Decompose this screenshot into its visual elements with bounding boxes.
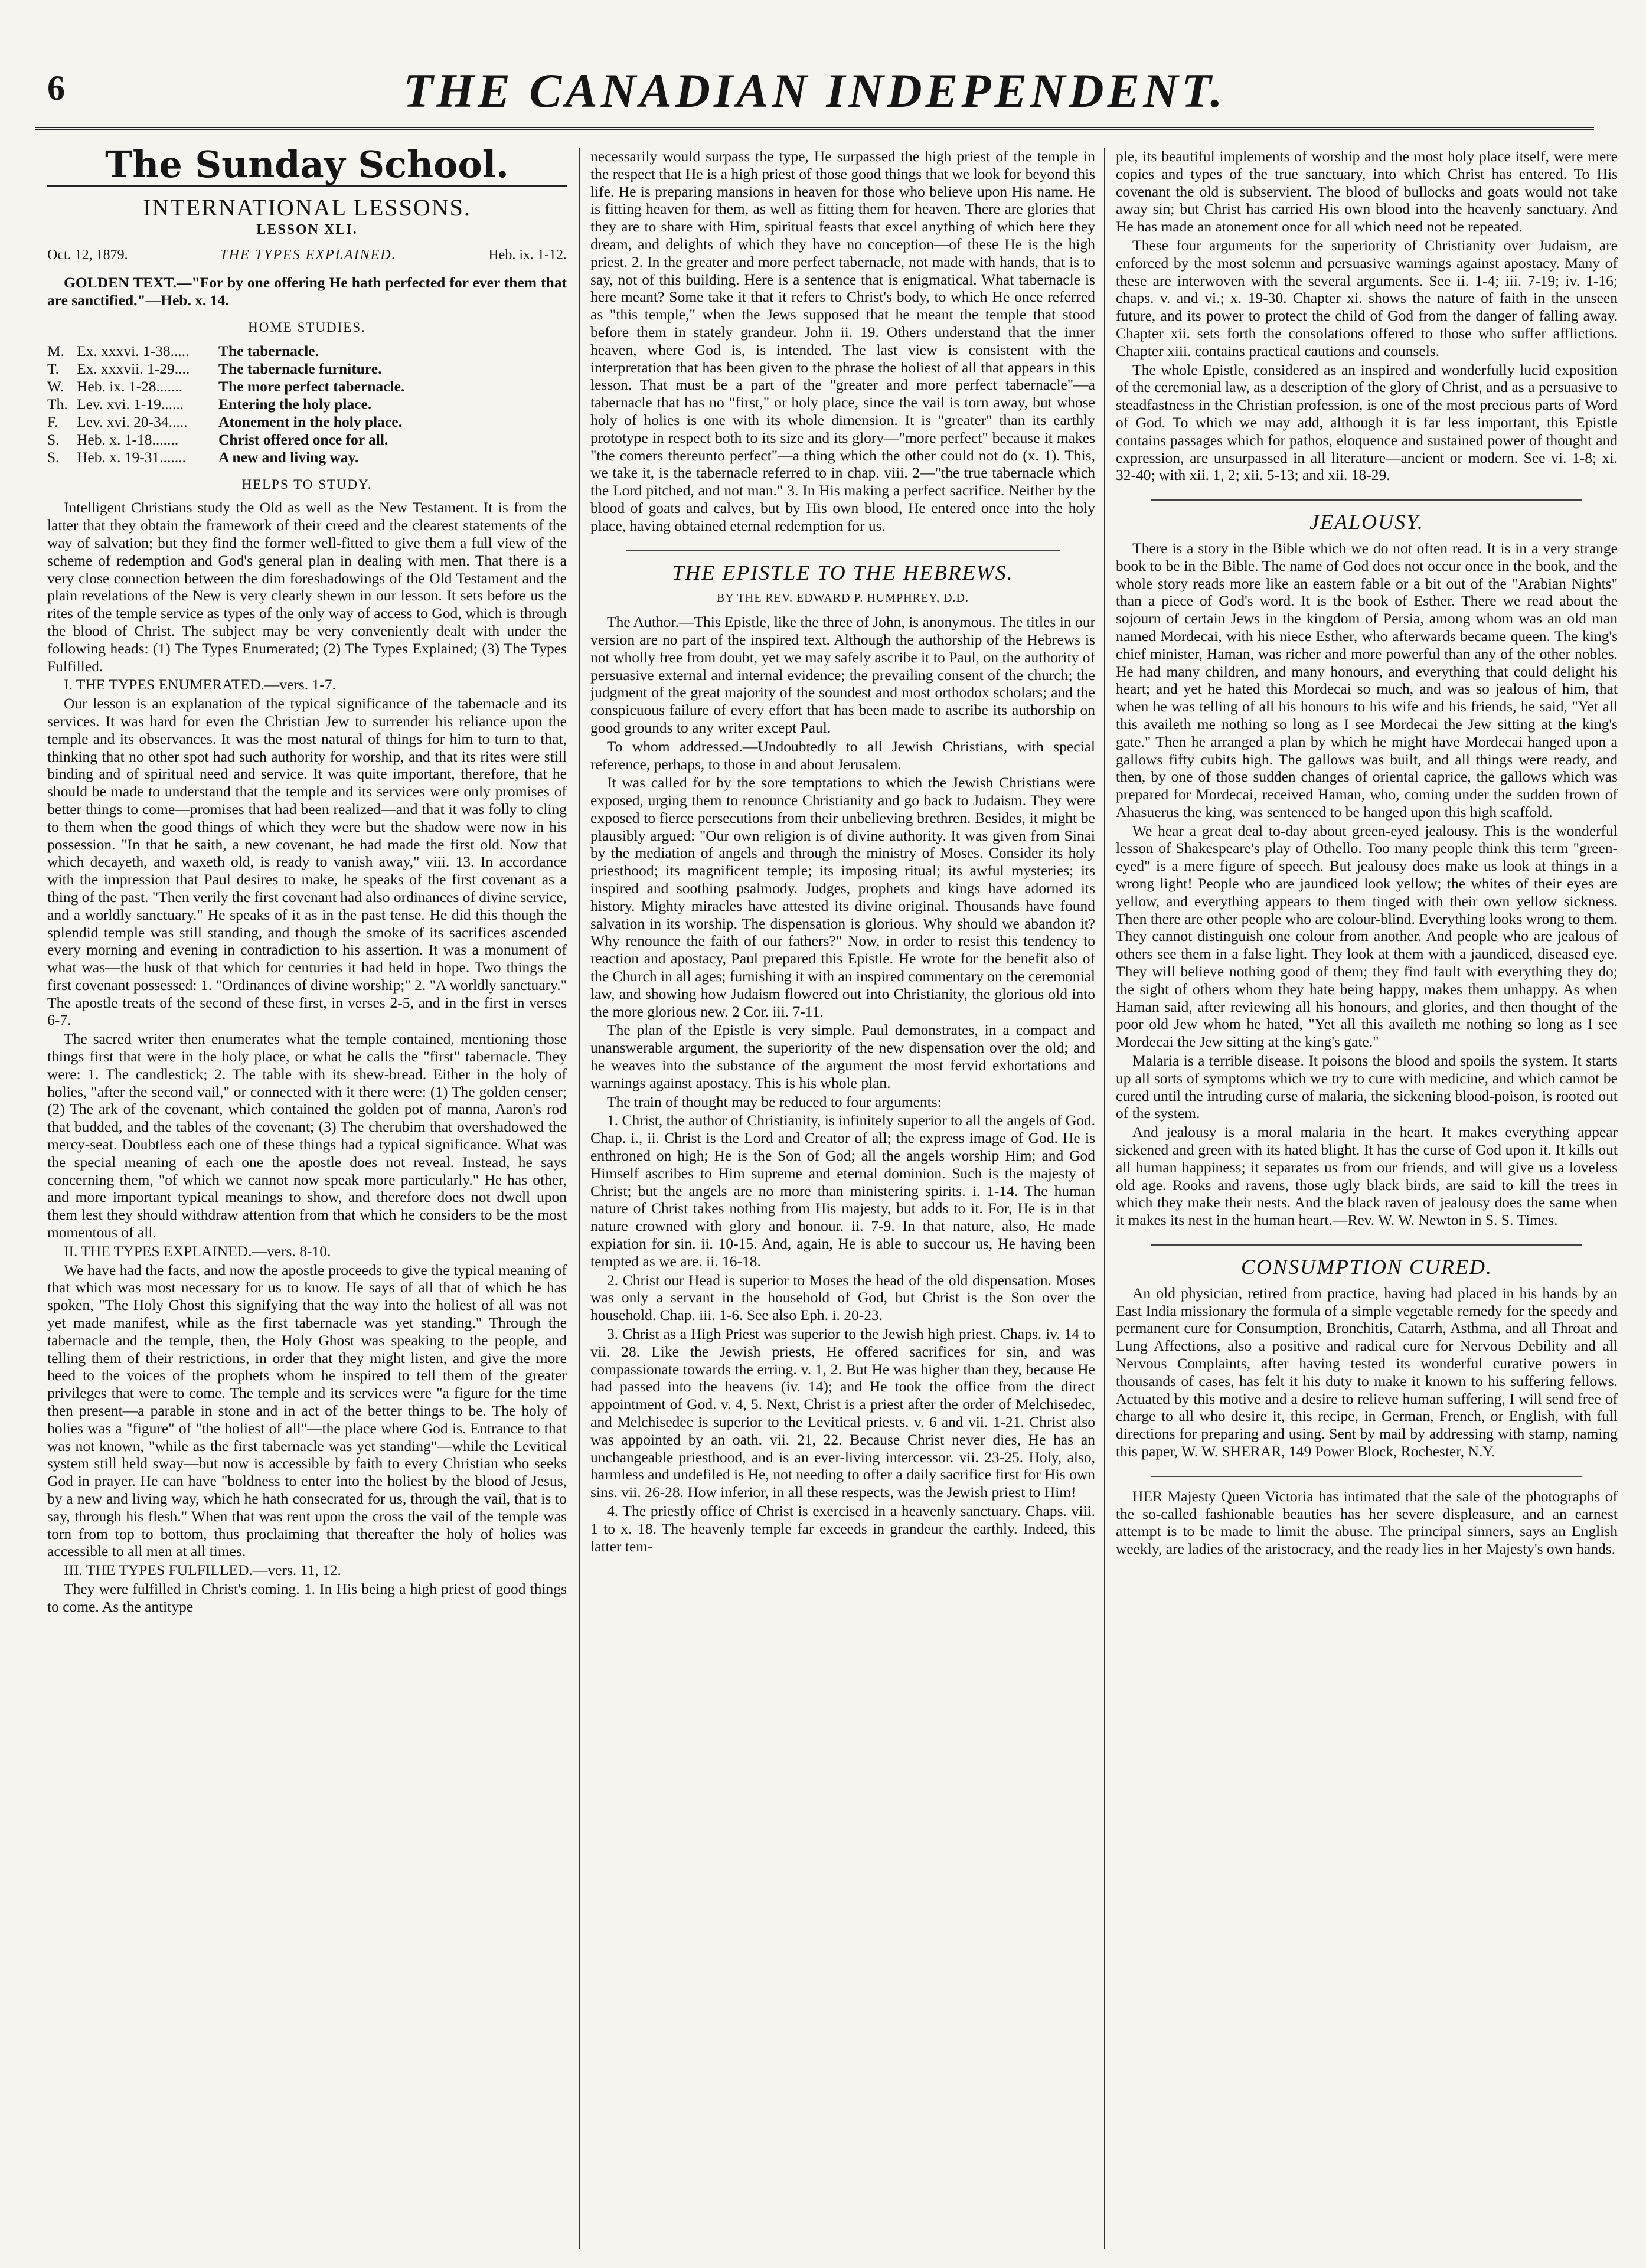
divider xyxy=(1151,1244,1582,1246)
page-number: 6 xyxy=(47,68,65,107)
lesson-title: THE TYPES EXPLAINED. xyxy=(220,247,397,263)
study-row: M. Ex. xxxvi. 1-38..... The tabernacle. xyxy=(47,342,319,360)
divider xyxy=(1151,499,1582,501)
column-rule xyxy=(579,148,580,2249)
paragraph: 4. The priestly office of Christ is exercised in a heavenly sanctuary. Chaps. viii. 1 to x. 18. The heavenly temple far exceeds in grandeur the earthly. Indeed, this latter tem- xyxy=(590,1502,1095,1555)
divider xyxy=(626,550,1060,551)
article-title: THE EPISTLE TO THE HEBREWS. xyxy=(672,560,1014,584)
paragraph: These four arguments for the superiority of Christianity over Judaism, are enforced by the most solemn and persuasive warnings against apostacy. Many of these are interwoven with the several arguments. See ii. 1-4; iii. 7-19; iv. 1-16; chaps. v. and vi.; x. 19-30. Chapter xi. shows the nature of faith in the unseen future, and its power to protect the child of God from the danger of falling away. Chapter xii. sets forth the consolations offered to those who suffer afflictions. Chapter xiii. contains practical cautions and counsels. xyxy=(1116,236,1618,360)
paragraph: 1. Christ, the author of Christianity, is infinitely superior to all the angels of God. Chap. i., ii. Christ is the Lord and Creator of all; the express image of God. He is enthroned on high; He is the Son of God; all the angels worship Him; and God Himself ascribes to Him supreme and eternal dominion. Such is the majesty of Christ; but the angels are no more than ministering spirits. i. 1-14. The human nature of Christ takes nothing from His majesty, but adds to it. For, He is in that nature crowned with glory and honour. ii. 7-9. In that nature, also, He made expiation for sin. ii. 10-15. And, again, He is able to succour us, He having been tempted as we are. ii. 16-18. xyxy=(590,1112,1095,1270)
paragraph: necessarily would surpass the type, He surpassed the high priest of the temple in the respect that He is a high priest of those good things that we look for beyond this life. He is preparing mansions in heaven for those who believe upon His name. He is fitting heaven for them, as well as fitting them for heaven. There are glories that they are to share with Him, spiritual feasts that excel anything of which here they dream, and delights of which they have no conception—of these He is the high priest. 2. In the greater and more perfect tabernacle, not made with hands, that is to say, not of this building. Here is a sentence that is enigmatical. What tabernacle is here meant? Some take it that it refers to Christ's body, to which He once referred as "this temple," when the Jews supposed that he meant the temple that stood before them in stately grandeur. John ii. 19. Others understand that the inner heaven, where God is, is intended. The last view is consistent with the interpretation that has been given to the phrase the holiest of all that appears in this lesson. That must be a part of the "greater and more perfect tabernacle"—a tabernacle that has no "first," or holy place, since the vail is torn away, but whose holy of holies is one with its whole dimension. It is "greater" than its earthly prototype in respect both to its size and its glory—"more perfect" because it makes "the comers thereunto perfect"—a thing which the other could not do (x. 1). This, we take it, is the tabernacle referred to in chap. viii. 2—"the true tabernacle which the Lord pitched, and not man." 3. In His making a perfect sacrifice. Neither by the blood of goats and calves, but by His own blood, He entered once into the holy place, having obtained eternal redemption for us. xyxy=(590,148,1095,534)
paragraph: Malaria is a terrible disease. It poisons the blood and spoils the system. It starts up all sorts of symptoms which we try to cure with medicine, and which cannot be cured until the intruding curse of malaria, the sickening blood-poison, is rooted out of the system. xyxy=(1116,1052,1618,1122)
golden-text: GOLDEN TEXT.—"For by one offering He hath perfected for ever them that are sanctified."—Heb. x. 14. xyxy=(47,274,567,309)
paragraph: 3. Christ as a High Priest was superior to the Jewish high priest. Chaps. iv. 14 to vii. 28. Like the Jewish priests, He offered sacrifices for sin, and was compassionate towards the erring. v. 1, 2. But He was higher than they, because He had passed into the heavens (iv. 14); and He took the office from the direct appointment of God. v. 4, 5. Next, Christ is a priest after the order of Melchisedec, and Melchisedec is superior to the Levitical priests. v. 6 and vii. 1-21. Christ also was appointed by an oath. vii. 21, 22. Because Christ never dies, He has an unchangeable priesthood, and is an ever-living intercessor. vii. 23-25. Holy, also, harmless and undefiled is He, not needing to offer a daily sacrifice first for His own sins. vii. 26-28. How inferior, in all these respects, was the Jewish priest to Him! xyxy=(590,1325,1095,1501)
paragraph: The Author.—This Epistle, like the three of John, is anonymous. The titles in our version are no part of the inspired text. Although the authorship of the Hebrews is not wholly free from doubt, yet we may safely ascribe it to Paul, on the authority of persuasive external and internal evidence; the prevailing consent of the church; the judgment of the great majority of the soundest and most orthodox scholars; and the conspicuous failure of every effort that has been made to ascribe its authorship on good grounds to any writer except Paul. xyxy=(590,613,1095,736)
paragraph: The sacred writer then enumerates what the temple contained, mentioning those things first that were in the holy place, or what he calls the "first" tabernacle. They were: 1. The candlestick; 2. The table with its shew-bread. Either in the holy of holies, "after the second vail," or connected with it there were: (1) The golden censer; (2) The ark of the covenant, which contained the golden pot of manna, Aaron's rod that budded, and the tables of the covenant; (3) The cherubim that overshadowed the mercy-seat. Doubtless each one of these things had a typical significance. What was the special meaning of each one the apostle does not reveal. Instead, he says concerning them, "of which we cannot now speak more particularly." He has other, and more important typical meanings to show, and therefore does not dwell upon them lest they should withdraw attention from that which he considers to be the most momentous of all. xyxy=(47,1030,567,1241)
part-heading: I. THE TYPES ENUMERATED.—vers. 1-7. xyxy=(64,676,336,694)
study-row: T. Ex. xxxvii. 1-29.... The tabernacle furniture. xyxy=(47,360,382,377)
column-3 xyxy=(1116,148,1618,1559)
paragraph: And jealousy is a moral malaria in the heart. It makes everything appear sickened and green with its hated blight. It has the curse of God upon it. It kills out all human happiness; it separates us from our friends, and will give us a loveless old age. Rooks and ravens, those ugly black birds, are said to kill the trees in which they make their nests. And the black raven of jealousy does the same when it makes its nest in the human heart.—Rev. W. W. Newton in S. S. Times. xyxy=(1116,1123,1618,1229)
paragraph: ple, its beautiful implements of worship and the most holy place itself, were mere copies and types of the true sanctuary, into which Christ has entered. To His covenant the old is subservient. The blood of bullocks and goats would not take away sin; but Christ has carried His own blood into the heavenly sanctuary. And He has made an atonement once for all which need not be repeated. xyxy=(1116,148,1618,236)
section-title: The Sunday School. xyxy=(105,143,509,186)
lesson-scripture: Heb. ix. 1-12. xyxy=(488,247,567,263)
study-row: S. Heb. x. 19-31....... A new and living way. xyxy=(47,448,359,466)
lessons-heading: INTERNATIONAL LESSONS. xyxy=(143,194,471,221)
helps-heading: HELPS TO STUDY. xyxy=(241,476,373,492)
paragraph: There is a story in the Bible which we do not often read. It is in a very strange book to be in the Bible. The name of God does not occur once in the book, and the whole story reads more like an eastern fable or a bit out of the "Arabian Nights" than a piece of God's word. It is the book of Esther. There we read about the sojourn of certain Jews in the kingdom of Persia, among whom was an old man named Mordecai, with his niece Esther, who afterwards became queen. The king's chief minister, Haman, was richer and more powerful than any of the other nobles. He had many children, and many honours, and everything that could delight his heart; and yet he hated this Mordecai so much, and was so jealous of him, that when he was telling of all his honours to his wife and his friends, he said, "Yet all this availeth me nothing so long as I see Mordecai the Jew sitting at the king's gate." Then he arranged a plan by which he might have Mordecai hanged upon a gallows fifty cubits high. The gallows was built, and all things were ready, and then, by one of those sudden changes of oriental caprice, the gallows which was prepared for Mordecai, received Haman, who, coming under the sudden frown of Ahasuerus the king, was sentenced to be hanged upon this high scaffold. xyxy=(1116,539,1618,821)
column-rule xyxy=(1104,148,1105,2249)
lesson-number: LESSON XLI. xyxy=(256,221,358,237)
study-row: F. Lev. xvi. 20-34..... Atonement in the holy place. xyxy=(47,413,402,430)
part-heading: III. THE TYPES FULFILLED.—vers. 11, 12. xyxy=(64,1561,341,1579)
part-heading: II. THE TYPES EXPLAINED.—vers. 8-10. xyxy=(64,1242,331,1260)
study-row: S. Heb. x. 1-18....... Christ offered once for all. xyxy=(47,430,388,448)
paragraph: 2. Christ our Head is superior to Moses the head of the old dispensation. Moses was only a servant in the household of God, but Christ is the Son over the household. Chap. iii. 1-6. See also Eph. i. 20-23. xyxy=(590,1271,1095,1324)
paragraph: The whole Epistle, considered as an inspired and wonderfully lucid exposition of the ceremonial law, as a description of the glory of Christ, and as a persuasive to steadfastness in the Christian profession, is one of the most precious parts of Word of God. To which we may add, although it is far less important, this Epistle contains passages which for pathos, eloquence and sustained power of thought and expression, are unsurpassed in all literature—ancient or modern. See vi. 1-8; xi. 32-40; with xii. 1, 2; xii. 5-13; and xii. 18-29. xyxy=(1116,361,1618,484)
paragraph: We have had the facts, and now the apostle proceeds to give the typical meaning of that which was most necessary for us to know. He says of all that of which he has spoken, "The Holy Ghost this signifying that the way into the holiest of all was not yet made manifest, while as the first tabernacle was yet standing." Through the tabernacle and the temple, then, the Holy Ghost was speaking to the people, and telling them of their restrictions, in order that they might listen, and give the more heed to the voices of the prophets whom he inspired to tell them of the greater privileges that were to come. The temple and its services were "a figure for the time then present—a parable in stone and in act of the better things to be. The holy of holies was a "figure" of "the holiest of all"—the place where God is. Entrance to that was not known, "while as the first tabernacle was yet standing"—while the Levitical system still held sway—but now is accessible by faith to every Christian who seeks God in prayer. He can have "boldness to enter into the holiest by the blood of Jesus, by a new and living way, which he hath consecrated for us, through the vail, that is to say, through his flesh." When that was rent upon the cross the vail of the temple was torn from top to bottom, thus proclaiming that thereafter the holy of holies was accessible to all men at all times. xyxy=(47,1261,567,1560)
lesson-date: Oct. 12, 1879. xyxy=(47,247,128,263)
divider xyxy=(1151,1476,1582,1477)
study-row: W. Heb. ix. 1-28....... The more perfect tabernacle. xyxy=(47,377,405,395)
paragraph: The train of thought may be reduced to four arguments: xyxy=(607,1093,942,1110)
lesson-header xyxy=(47,247,567,264)
column-2 xyxy=(590,148,1095,1556)
paragraph: Our lesson is an explanation of the typical significance of the tabernacle and its services. It was hard for even the Christian Jew to surrender his reliance upon the temple and its observances. It was the most natural of things for him to turn to that, thinking that no other spot had such authority for worship, and that its rites were still binding and of spiritual need and service. It was quite important, therefore, that he should be made to understand that the temple and its services were only promises of better things to come—promises that had been realized—and that it was folly to cling to them when the good things of which they were but the shadow were now in his possession. "In that he saith, a new covenant, he had made the first old. Now that which decayeth, and waxeth old, is ready to vanish away," viii. 13. In accordance with the impression that Paul desires to make, he speaks of the first covenant as a thing of the past. "Then verily the first covenant had also ordinances of divine service, and a worldly sanctuary." He speaks of it as in the past tense. He did this though the splendid temple was still standing, and though the smoke of its sacrifices ascended every morning and evening in contradiction to his assertion. It was a monument of what was—the husk of that which for centuries it had held in hope. Two things the first covenant possessed: 1. "Ordinances of divine worship;" 2. "A worldly sanctuary." The apostle treats of the second of these first, in verses 2-5, and in the first in verses 6-7. xyxy=(47,695,567,1029)
home-studies-heading: HOME STUDIES. xyxy=(248,319,366,335)
article-title: JEALOUSY. xyxy=(1309,510,1424,534)
byline: BY THE REV. EDWARD P. HUMPHREY, D.D. xyxy=(717,591,969,605)
paper-title: THE CANADIAN INDEPENDENT. xyxy=(403,64,1226,117)
home-studies-list xyxy=(47,342,567,466)
paragraph: It was called for by the sore temptations to which the Jewish Christians were exposed, urging them to renounce Christianity and go back to Judaism. They were exposed to fierce persecutions from their unbelieving brethren. Besides, it might be plausibly argued: "Our own religion is of divine authority. It was given from Sinai by the mediation of angels and through the ministry of Moses. Consider its holy priesthood; its magnificent temple; its imposing ritual; its awful mysteries; its inspired and soothing psalmody. Judges, prophets and kings have adorned its history. Mighty miracles have attested its divine original. Thousands have found salvation in its worship. The dispensation is glorious. Why should we abandon it? Why renounce the faith of our fathers?" Now, in order to resist this tendency to reaction and apostacy, Paul prepared this Epistle. He wrote for the benefit also of the Church in all ages; furnishing it with an inspired commentary on the ceremonial law, and showing how Judaism flowered out into Christianity, the glorious old into the more glorious new. 2 Cor. iii. 7-11. xyxy=(590,774,1095,1020)
paragraph: An old physician, retired from practice, having had placed in his hands by an East India missionary the formula of a simple vegetable remedy for the speedy and permanent cure for Consumption, Bronchitis, Catarrh, Asthma, and all Throat and Lung Affections, also a positive and radical cure for Nervous Debility and all Nervous Complaints, after having tested its wonderful curative powers in thousands of cases, has felt it his duty to make it known to his suffering fellows. Actuated by this motive and a desire to relieve human suffering, I will send free of charge to all who desire it, this recipe, in German, French, or English, with full directions for preparing and using. Sent by mail by addressing with stamp, naming this paper, W. W. SHERAR, 149 Power Block, Rochester, N.Y. xyxy=(1116,1284,1618,1460)
masthead xyxy=(35,56,1594,130)
helps-intro: Intelligent Christians study the Old as well as the New Testament. It is from the latter that they obtain the framework of their creed and the clearest statements of the way of salvation; but they find the former well-fitted to give them a full view of the scheme of redemption and God's general plan in dealing with men. That there is a very close connection between the dim foreshadowings of the Old Testament and the plain revelations of the New is very clearly shewn in our lesson. It sets before us the rites of the temple service as types of the only way of access to God, which is through the blood of Christ. The subject may be very conveniently dealt with under the following heads: (1) The Types Enumerated; (2) The Types Explained; (3) The Types Fulfilled. xyxy=(47,499,567,675)
paragraph: To whom addressed.—Undoubtedly to all Jewish Christians, with special reference, perhaps, to those in and about Jerusalem. xyxy=(590,737,1095,773)
paragraph: We hear a great deal to-day about green-eyed jealousy. This is the wonderful lesson of Shakespeare's play of Othello. Too many people think this term "green-eyed" is a mere figure of speech. But jealousy does make us look at things in a wrong light! People who are jaundiced look yellow; the whites of their eyes are yellow, and everything appears to them tinged with their own yellow sickness. Then there are other people who are colour-blind. Everything looks wrong to them. They cannot distinguish one colour from another. And people who are jealous of others see them in a false light. They look at them with a jaundiced, diseased eye. They will believe nothing good of them; they find fault with everything they do; the sight of others whom they hate being happy, makes them unhappy. As when Haman said, after reviewing all his honours, and glories, and then thought of the poor old Jew whom he hated, "Yet all this availeth me nothing so long as I see Mordecai the Jew sitting at the king's gate." xyxy=(1116,822,1618,1051)
column-1 xyxy=(47,143,567,1617)
paragraph: The plan of the Epistle is very simple. Paul demonstrates, in a compact and unanswerable argument, the superiority of the new dispensation over the old; and he weaves into the substance of the argument the most fervid exhortations and warnings against apostacy. This is his whole plan. xyxy=(590,1021,1095,1091)
study-row: Th. Lev. xvi. 1-19...... Entering the holy place. xyxy=(47,395,372,413)
paragraph: They were fulfilled in Christ's coming. 1. In His being a high priest of good things to come. As the antitype xyxy=(47,1580,567,1615)
article-title: CONSUMPTION CURED. xyxy=(1240,1255,1492,1279)
paragraph: HER Majesty Queen Victoria has intimated that the sale of the photographs of the so-called fashionable beauties has her severe displeasure, and an earnest attempt is to be made to limit the abuse. The principal sinners, says an English weekly, are ladies of the aristocracy, and the ready lies in her Majesty's own hands. xyxy=(1116,1487,1618,1558)
